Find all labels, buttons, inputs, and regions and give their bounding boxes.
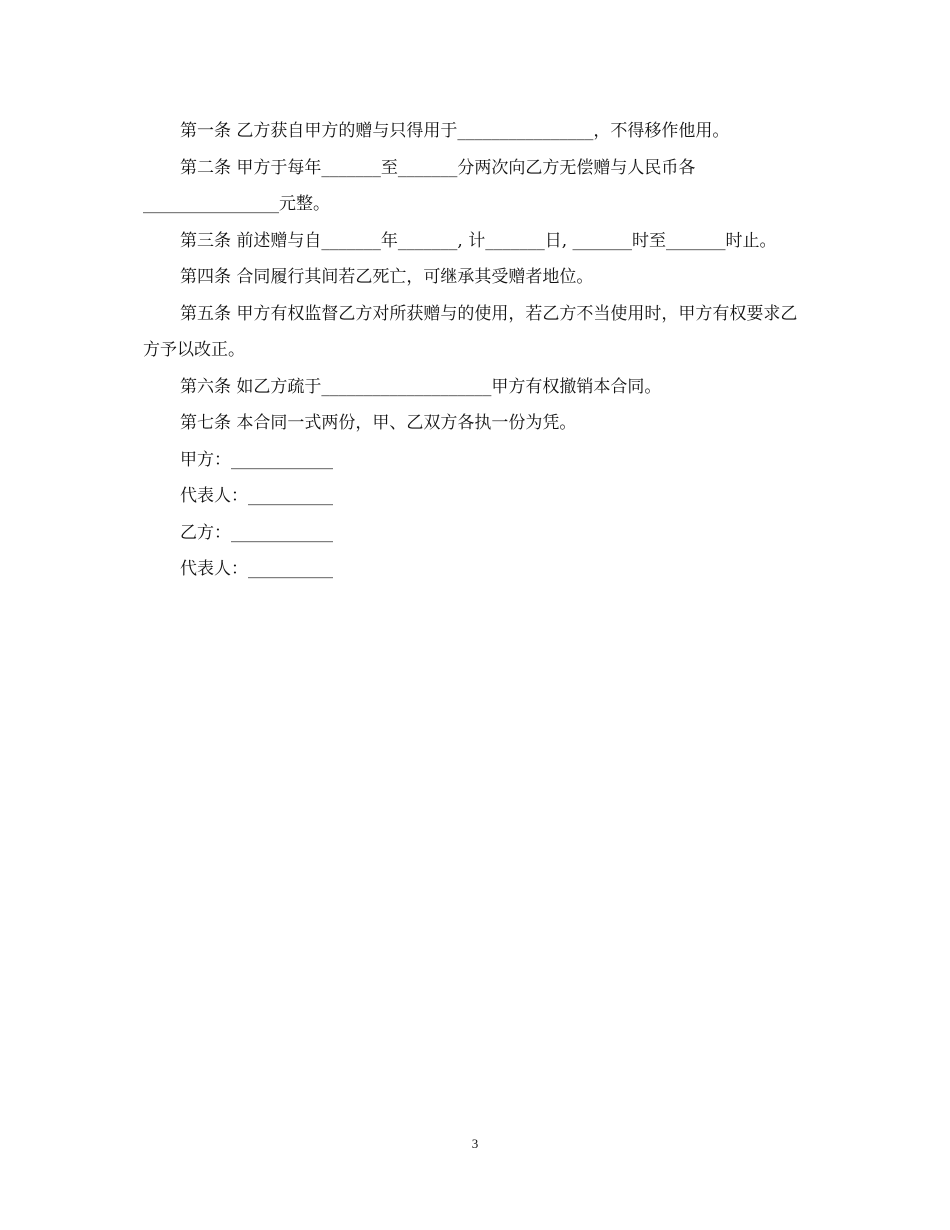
- page-number: 3: [471, 1136, 479, 1151]
- party-b-signature-line: 乙方：____________: [180, 522, 333, 543]
- clause-6: 第六条 如乙方疏于____________________甲方有权撤销本合同。: [180, 376, 662, 397]
- clause-5: 第五条 甲方有权监督乙方对所获赠与的使用，若乙方不当使用时，甲方有权要求乙方予以改正。: [143, 303, 798, 360]
- party-a-signature-line: 甲方：____________: [180, 449, 333, 470]
- clause-7: 第七条 本合同一式两份，甲、乙双方各执一份为凭。: [180, 413, 577, 433]
- clause-2: 第二条 甲方于每年_______至_______分两次向乙方无偿赠与人民币各________________元整。: [143, 157, 696, 214]
- clause-4: 第四条 合同履行其间若乙死亡，可继承其受赠者地位。: [180, 267, 594, 287]
- contract-body: [143, 113, 803, 588]
- party-b-representative-line: 代表人：__________: [180, 559, 333, 579]
- party-a-representative-line: 代表人：__________: [180, 486, 333, 506]
- clause-1: 第一条 乙方获自甲方的赠与只得用于________________，不得移作他用。: [180, 121, 730, 141]
- clause-3: 第三条 前述赠与自_______年_______, 计_______日, _______时至_______时止。: [180, 230, 777, 251]
